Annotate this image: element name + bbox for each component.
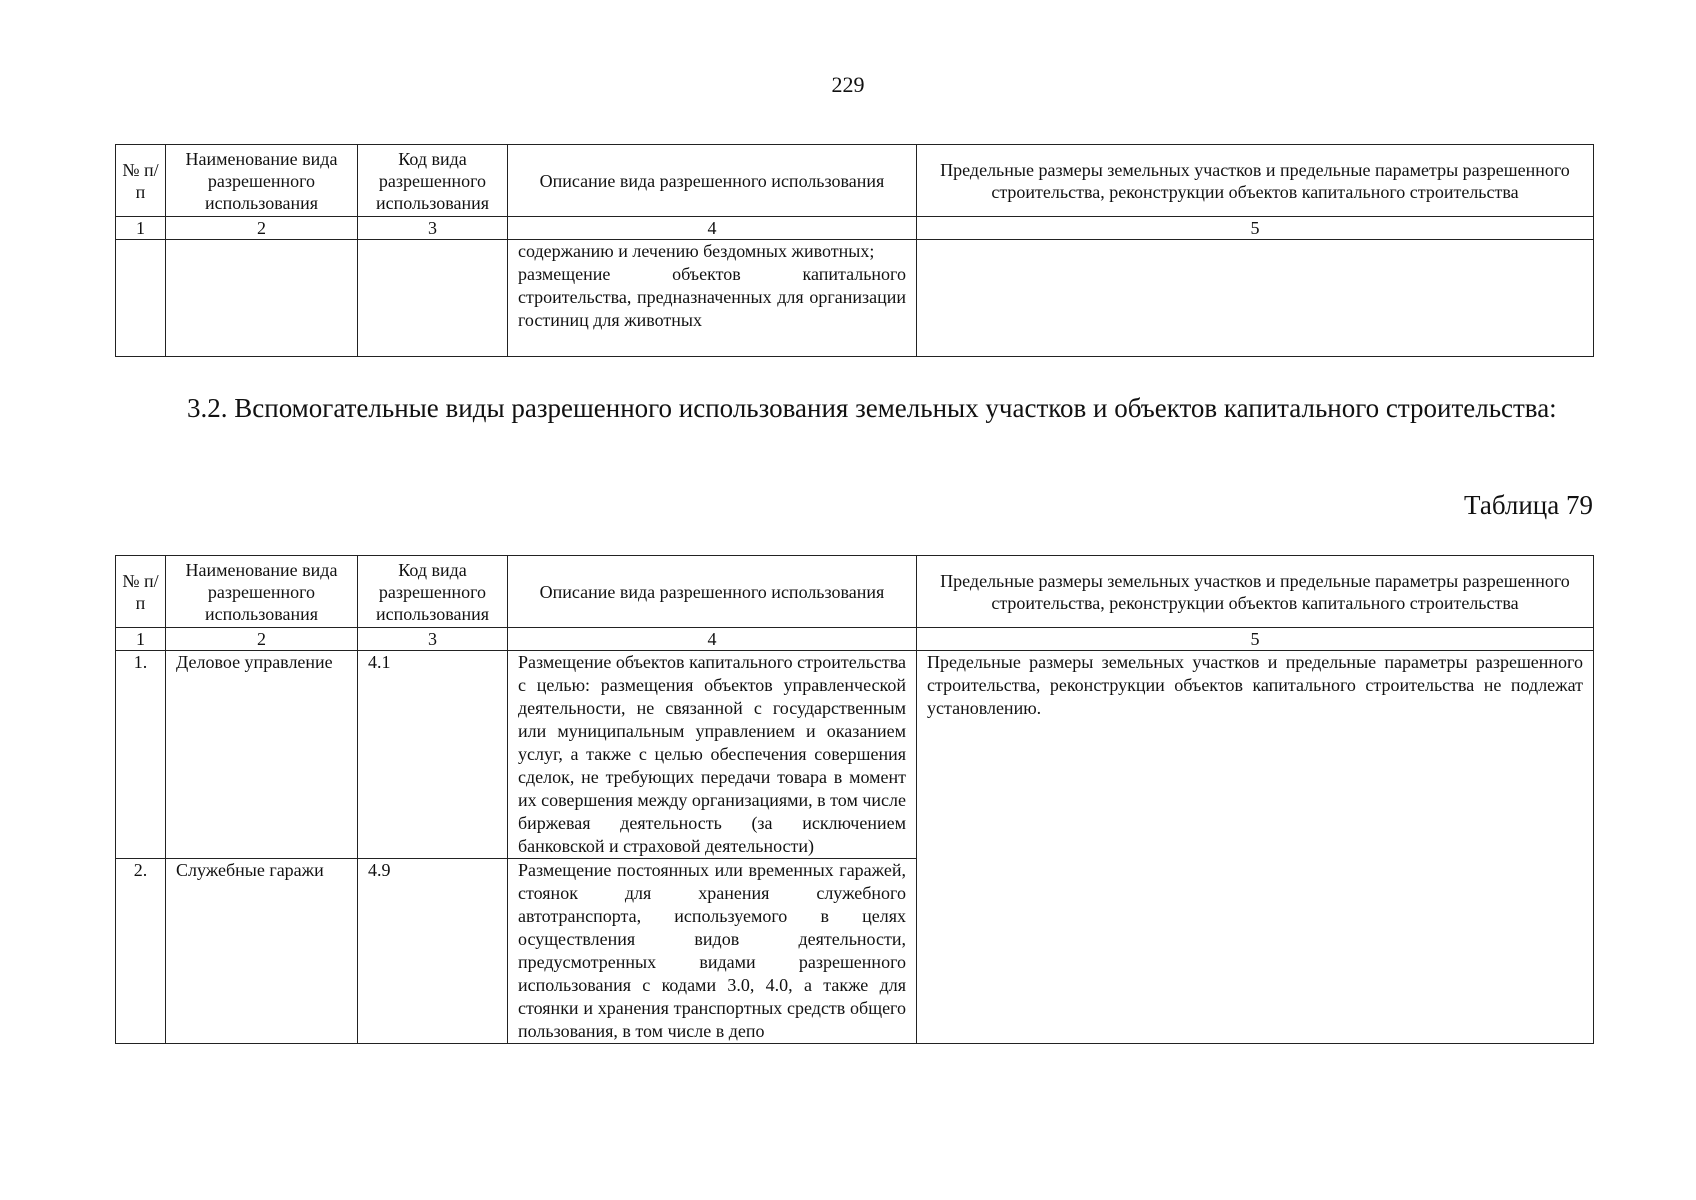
row-name xyxy=(166,240,358,357)
column-number-row xyxy=(116,628,1594,651)
column-number: 1 xyxy=(116,628,166,651)
header-num: № п/п xyxy=(116,145,166,217)
header-code: Код вида разрешенного использования xyxy=(358,556,508,628)
row-description: Размещение объектов капитального строительства с целью: размещения объектов управленческой деятельности, не связанной с государственным или муниципальным управлением и оказанием услуг, а также с целью обеспечения совершения сделок, не требующих передачи товара в момент их совершения между организациями, в том числе биржевая деятельность (за исключением банковской и страховой деятельности) xyxy=(508,651,917,859)
column-number: 3 xyxy=(358,628,508,651)
table-row xyxy=(116,240,1594,357)
header-description: Описание вида разрешенного использования xyxy=(508,145,917,217)
row-code xyxy=(358,240,508,357)
row-code: 4.1 xyxy=(358,651,508,859)
continued-table xyxy=(115,144,1594,357)
column-number: 3 xyxy=(358,217,508,240)
column-number: 2 xyxy=(166,217,358,240)
column-number: 4 xyxy=(508,217,917,240)
header-params: Предельные размеры земельных участков и предельные параметры разрешенного строительства, реконструкции объектов капитального строительства xyxy=(917,556,1594,628)
column-number: 5 xyxy=(917,628,1594,651)
column-number: 4 xyxy=(508,628,917,651)
header-name: Наименование вида разрешенного использования xyxy=(166,556,358,628)
row-num: 1. xyxy=(116,651,166,859)
header-description: Описание вида разрешенного использования xyxy=(508,556,917,628)
table-caption: Таблица 79 xyxy=(1464,490,1593,520)
row-code: 4.9 xyxy=(358,859,508,1044)
column-number: 1 xyxy=(116,217,166,240)
row-name: Деловое управление xyxy=(166,651,358,859)
table-row xyxy=(116,651,1594,859)
column-number-row xyxy=(116,217,1594,240)
row-params xyxy=(917,240,1594,357)
row-num xyxy=(116,240,166,357)
header-num: № п/п xyxy=(116,556,166,628)
table-header-row xyxy=(116,556,1594,628)
header-code: Код вида разрешенного использования xyxy=(358,145,508,217)
section-heading: 3.2. Вспомогательные виды разрешенного использования земельных участков и объектов капитального строительства: xyxy=(187,393,1557,423)
column-number: 2 xyxy=(166,628,358,651)
header-name: Наименование вида разрешенного использования xyxy=(166,145,358,217)
header-params: Предельные размеры земельных участков и предельные параметры разрешенного строительства, реконструкции объектов капитального строительства xyxy=(917,145,1594,217)
row-description: содержанию и лечению бездомных животных; размещение объектов капитального строительства, предназначенных для организации гостиниц для животных xyxy=(508,240,917,357)
table-79 xyxy=(115,555,1594,1044)
row-name: Служебные гаражи xyxy=(166,859,358,1044)
column-number: 5 xyxy=(917,217,1594,240)
row-num: 2. xyxy=(116,859,166,1044)
row-params-merged: Предельные размеры земельных участков и предельные параметры разрешенного строительства, реконструкции объектов капитального строительства не подлежат установлению. xyxy=(917,651,1594,1044)
row-description: Размещение постоянных или временных гаражей, стоянок для хранения служебного автотранспорта, используемого в целях осуществления видов деятельности, предусмотренных видами разрешенного использования с кодами 3.0, 4.0, а также для стоянки и хранения транспортных средств общего пользования, в том числе в депо xyxy=(508,859,917,1044)
page-number: 229 xyxy=(831,72,865,97)
table-header-row xyxy=(116,145,1594,217)
